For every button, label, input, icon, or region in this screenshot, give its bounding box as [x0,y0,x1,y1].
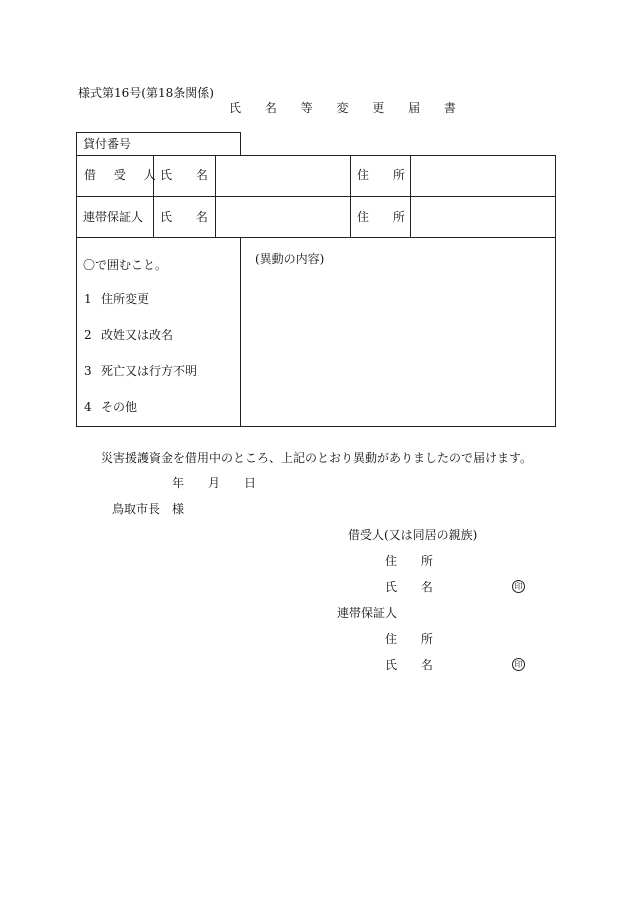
statement: 災害援護資金を借用中のところ、上記のとおり異動がありましたので届けます。 [101,451,533,465]
date-month: 月 [208,476,221,490]
option-label: その他 [101,400,138,414]
guarantor-signature-heading: 連帯保証人 [337,606,398,620]
table-divider [350,155,351,238]
guarantor-label: 連帯保証人 [83,210,144,224]
borrower-name-label: 氏 名 [160,168,218,182]
guarantor-address-label: 住 所 [357,210,415,224]
table-divider [240,237,241,427]
option-label: 死亡又は行方不明 [101,364,198,378]
table-divider [76,196,556,197]
option-label: 改姓又は改名 [101,328,174,342]
change-details-label: (異動の内容) [255,252,325,266]
seal-mark: 印 [512,658,525,671]
form-number: 様式第16号(第18条関係) [78,86,214,100]
circle-instruction: 〇で囲むこと。 [83,258,168,272]
date-day: 日 [244,476,257,490]
option-number: 2 [84,328,92,342]
borrower-label: 借 受 人 [84,168,163,182]
borrower-signature-heading: 借受人(又は同居の親族) [348,528,478,542]
table-divider [76,237,556,238]
page-title: 氏 名 等 変 更 届 書 [229,101,466,115]
borrower-signature-address: 住 所 [385,554,443,568]
guarantor-signature-address: 住 所 [385,632,443,646]
option-number: 4 [84,400,92,414]
borrower-signature-name: 氏 名 [385,580,443,594]
option-number: 3 [84,364,92,378]
guarantor-signature-name: 氏 名 [385,658,443,672]
date-year: 年 [172,476,185,490]
borrower-address-label: 住 所 [357,168,415,182]
addressee: 鳥取市長 様 [112,502,185,516]
loan-number-label: 貸付番号 [83,137,132,151]
seal-mark: 印 [512,580,525,593]
guarantor-name-label: 氏 名 [160,210,218,224]
option-label: 住所変更 [101,292,150,306]
option-number: 1 [84,292,92,306]
